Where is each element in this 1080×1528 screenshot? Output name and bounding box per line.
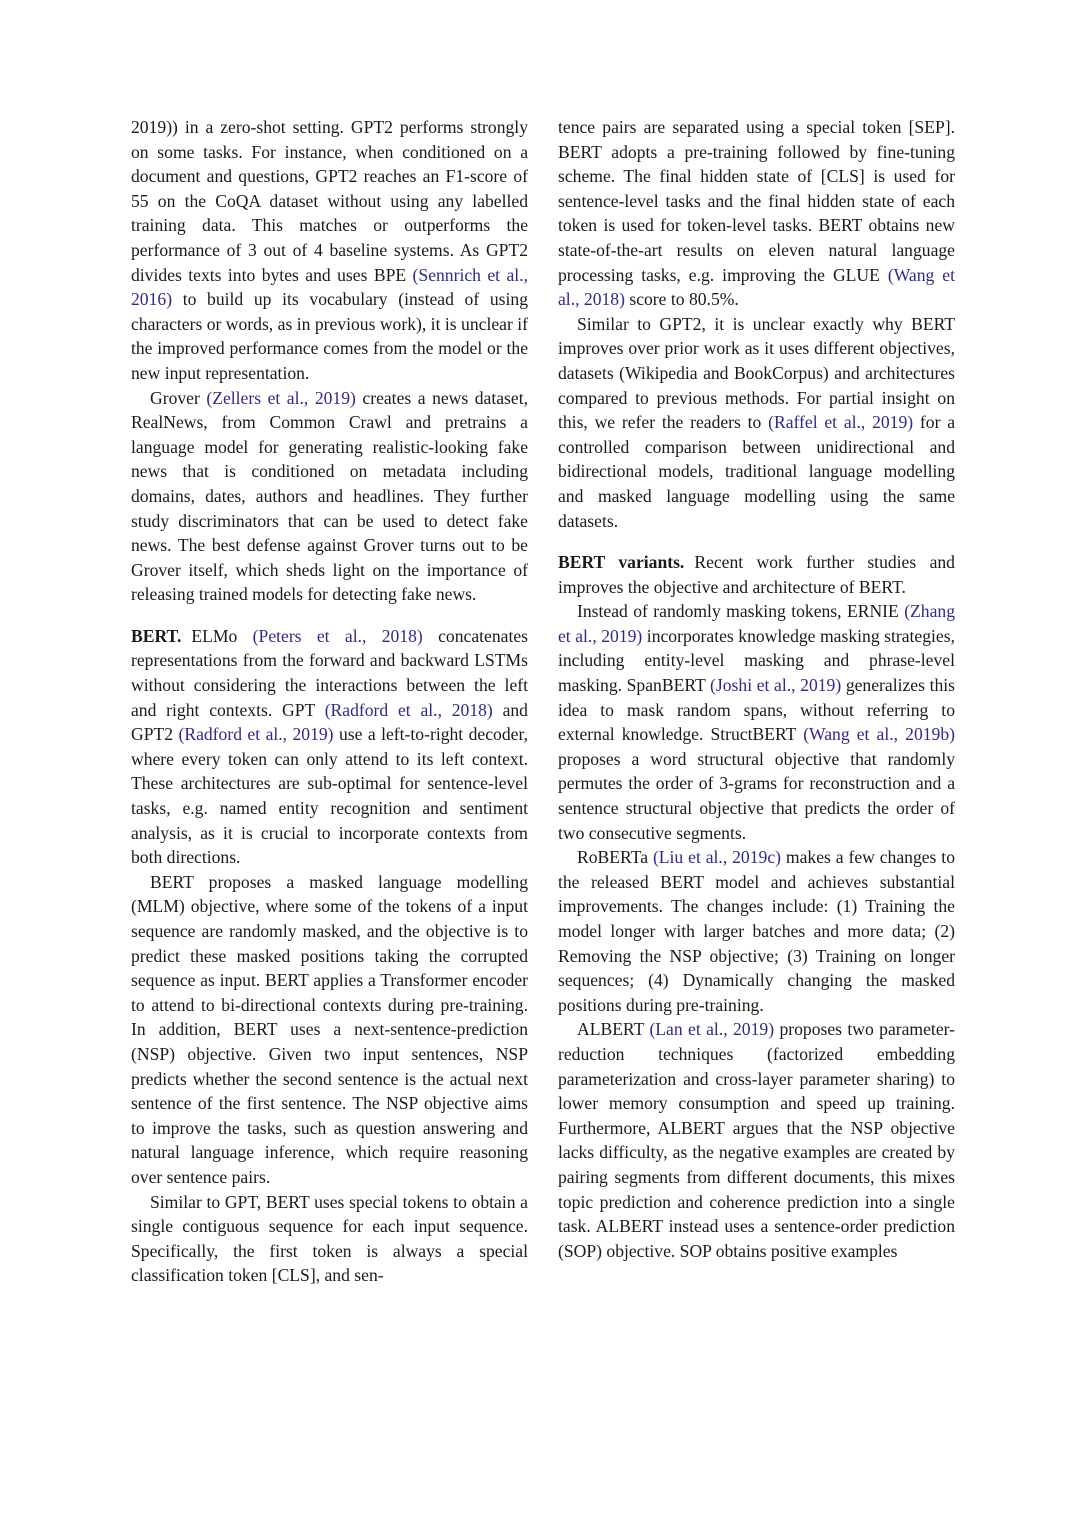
- citation-link[interactable]: (Zhang et al., 2019): [558, 601, 955, 646]
- citation-link[interactable]: (Raffel et al., 2019): [768, 412, 914, 433]
- right-column: [558, 115, 955, 1263]
- citation-link[interactable]: (Radford et al., 2019): [178, 724, 334, 745]
- citation-link[interactable]: (Radford et al., 2018): [324, 699, 493, 720]
- paragraph-bert-mlm: BERT proposes a masked language modelling (MLM) objective, where some of the tokens of a input sequence are randomly masked, and the objective is to predict these masked positions taking the corrupted sequence as input. BERT applies a Transformer encoder to attend to bi-directional contexts during pre-training. In addition, BERT uses a next-sentence-prediction (NSP) objective. Given two input sentences, NSP predicts whether the second sentence is the actual next sentence of the first sentence. The NSP objective aims to improve the tasks, such as question answering and natural language inference, which require reasoning over sentence pairs.: [131, 871, 528, 1187]
- paragraph-bert-tokens-cont: tence pairs are separated using a special token [SEP]. BERT adopts a pre-training followed by fine-tuning scheme. The final hidden state of [CLS] is used for sentence-level tasks and the final hidden state of each token is used for token-level tasks. BERT obtains new state-of-the-art results on eleven natural language processing tasks, e.g. improving the GLUE (Wang et al., 2018) score to 80.5%.: [558, 117, 955, 310]
- paragraph-bert: BERT. ELMo (Peters et al., 2018) concatenates representations from the forward and backward LSTMs without considering the interactions between the left and right contexts. GPT (Radford et al., 2018) and GPT2 (Radford et al., 2019) use a left-to-right decoder, where every token can only attend to its left context. These architectures are sub-optimal for sentence-level tasks, e.g. named entity recognition and sentiment analysis, as it is crucial to incorporate contexts from both directions.: [131, 625, 528, 868]
- paragraph-bert-variants: BERT variants. Recent work further studies and improves the objective and architecture of BERT.: [558, 552, 955, 597]
- left-column: [131, 115, 528, 1288]
- paragraph-ernie-spanbert: Instead of randomly masking tokens, ERNIE (Zhang et al., 2019) incorporates knowledge masking strategies, including entity-level masking and phrase-level masking. SpanBERT (Joshi et al., 2019) generalizes this idea to mask random spans, without referring to external knowledge. StructBERT (Wang et al., 2019b) proposes a word structural objective that randomly permutes the order of 3-grams for reconstruction and a sentence structural objective that predicts the order of two consecutive segments.: [558, 601, 955, 843]
- citation-link[interactable]: (Zellers et al., 2019): [206, 387, 356, 408]
- paragraph-grover: Grover (Zellers et al., 2019) creates a news dataset, RealNews, from Common Crawl and pretrains a language model for generating realistic-looking fake news that is conditioned on metadata including domains, dates, authors and headlines. They further study discriminators that can be used to detect fake news. The best defense against Grover turns out to be Grover itself, which sheds light on the importance of releasing trained models for detecting fake news.: [131, 387, 529, 605]
- section-heading-bert: BERT.: [131, 625, 182, 646]
- citation-link[interactable]: (Wang et al., 2019b): [803, 724, 955, 745]
- citation-link[interactable]: (Sennrich et al., 2016): [131, 264, 528, 310]
- section-heading-bert-variants: BERT variants.: [558, 552, 685, 573]
- paragraph-bert-unclear: Similar to GPT2, it is unclear exactly why BERT improves over prior work as it uses different objectives, datasets (Wikipedia and BookCorpus) and architectures compared to previous methods. For partial insight on this, we refer the readers to (Raffel et al., 2019) for a controlled comparison between unidirectional and bidirectional models, traditional language modelling and masked language modelling using the same datasets.: [558, 313, 955, 531]
- paragraph-albert: ALBERT (Lan et al., 2019) proposes two parameter-reduction techniques (factorized embedding parameterization and cross-layer parameter sharing) to lower memory consumption and speed up training. Furthermore, ALBERT argues that the NSP objective lacks difficulty, as the negative examples are created by pairing segments from different documents, this mixes topic prediction and coherence prediction into a single task. ALBERT instead uses a sentence-order prediction (SOP) objective. SOP obtains positive examples: [558, 1019, 955, 1261]
- citation-link[interactable]: (Liu et al., 2019c): [652, 847, 781, 868]
- paragraph-gpt2-end: 2019)) in a zero-shot setting. GPT2 performs strongly on some tasks. For instance, when conditioned on a document and questions, GPT2 reaches an F1-score of 55 on the CoQA dataset without using any labelled training data. This matches or outperforms the performance of 3 out of 4 baseline systems. As GPT2 divides texts into bytes and uses BPE (Sennrich et al., 2016) to build up its vocabulary (instead of using characters or words, as in previous work), it is unclear if the improved performance comes from the model or the new input representation.: [131, 117, 528, 383]
- citation-link[interactable]: (Wang et al., 2018): [558, 264, 955, 310]
- citation-link[interactable]: (Joshi et al., 2019): [710, 675, 842, 696]
- paragraph-roberta: RoBERTa (Liu et al., 2019c) makes a few changes to the released BERT model and achieves substantial improvements. The changes include: (1) Training the model longer with larger batches and more data; (2) Removing the NSP objective; (3) Training on longer sequences; (4) Dynamically changing the masked positions during pre-training.: [558, 847, 955, 1015]
- citation-link[interactable]: (Lan et al., 2019): [649, 1019, 775, 1040]
- paragraph-bert-tokens: Similar to GPT, BERT uses special tokens to obtain a single contiguous sequence for each input sequence. Specifically, the first token is always a special classification token [CLS], and sen-: [131, 1191, 528, 1286]
- citation-link[interactable]: (Peters et al., 2018): [252, 625, 423, 646]
